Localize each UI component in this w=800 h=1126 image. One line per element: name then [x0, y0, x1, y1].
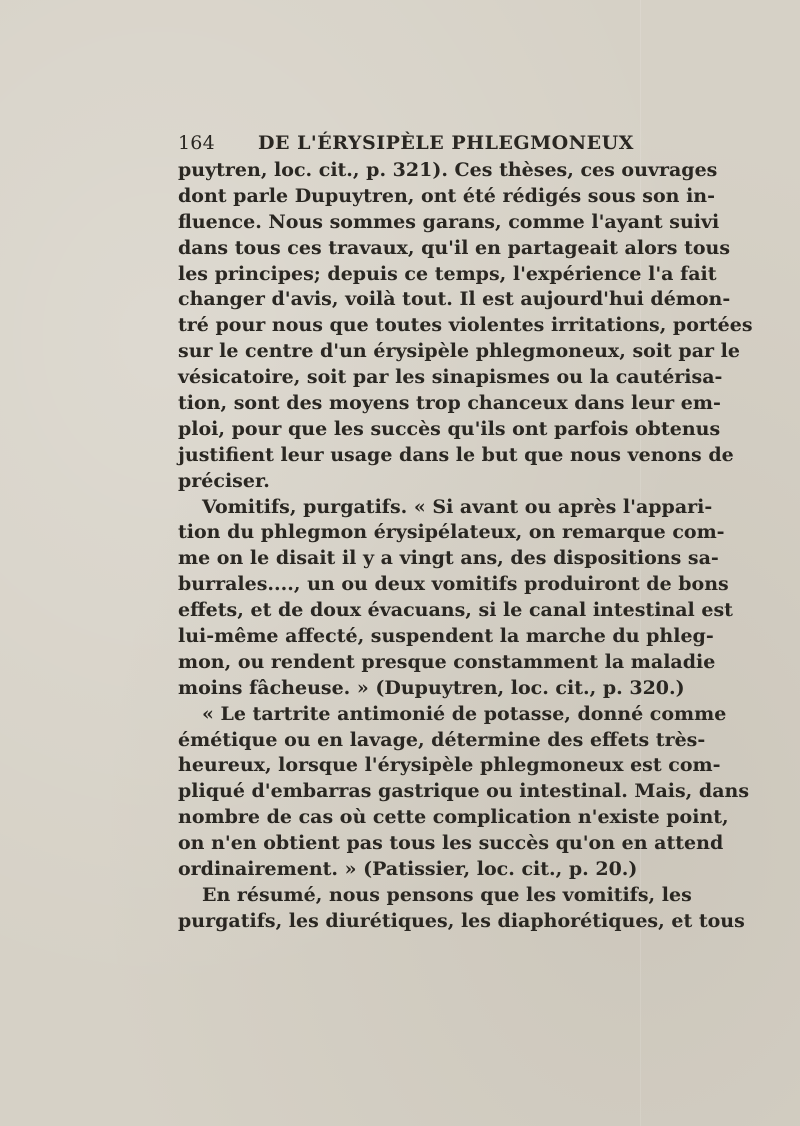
text-line: burrales...., un ou deux vomitifs produiront de bons: [178, 573, 729, 596]
text-line: on n'en obtient pas tous les succès qu'on en attend: [178, 832, 724, 855]
text-line: puytren, loc. cit., p. 321). Ces thèses, ces ouvrages: [178, 159, 718, 181]
page-header: [178, 130, 658, 156]
text-line: fluence. Nous sommes garans, comme l'ayant suivi: [178, 210, 720, 233]
page-number: 164: [178, 132, 215, 154]
text-line: préciser.: [178, 469, 270, 492]
text-line: ordinairement. » (Patissier, loc. cit., p. 20.): [178, 858, 638, 881]
text-line: « Le tartrite antimonié de potasse, donné comme: [202, 702, 727, 725]
text-line: tion du phlegmon érysipélateux, on remarque com-: [178, 521, 725, 544]
body-text: [178, 158, 753, 935]
text-line: pliqué d'embarras gastrique ou intestinal. Mais, dans: [178, 780, 750, 803]
text-line: lui-même affecté, suspendent la marche du phleg-: [178, 625, 714, 648]
running-title: DE L'ÉRYSIPÈLE PHLEGMONEUX: [258, 132, 634, 154]
text-line: effets, et de doux évacuans, si le canal intestinal est: [178, 599, 733, 622]
text-line: nombre de cas où cette complication n'existe point,: [178, 806, 729, 829]
text-line: tré pour nous que toutes violentes irritations, portées: [178, 314, 753, 337]
text-line: mon, ou rendent presque constamment la maladie: [178, 650, 716, 673]
text-line: justifient leur usage dans le but que nous venons de: [178, 443, 734, 466]
text-line: dont parle Dupuytren, ont été rédigés sous son in-: [178, 184, 715, 207]
text-line: émétique ou en lavage, détermine des effets très-: [178, 728, 706, 751]
text-line: heureux, lorsque l'érysipèle phlegmoneux est com-: [178, 754, 721, 777]
text-line: les principes; depuis ce temps, l'expérience l'a fait: [178, 262, 717, 285]
text-line: ploi, pour que les succès qu'ils ont parfois obtenus: [178, 417, 721, 440]
text-line: En résumé, nous pensons que les vomitifs, les: [202, 883, 692, 906]
text-line: moins fâcheuse. » (Dupuytren, loc. cit., p. 320.): [178, 676, 685, 699]
text-line: sur le centre d'un érysipèle phlegmoneux, soit par le: [178, 340, 740, 363]
text-line: me on le disait il y a vingt ans, des dispositions sa-: [178, 547, 719, 570]
text-line: changer d'avis, voilà tout. Il est aujourd'hui démon-: [178, 288, 731, 311]
text-line: dans tous ces travaux, qu'il en partageait alors tous: [178, 236, 731, 259]
text-line: Vomitifs, purgatifs. « Si avant ou après l'appari-: [202, 495, 713, 518]
text-line: purgatifs, les diurétiques, les diaphorétiques, et tous: [178, 909, 745, 932]
text-line: tion, sont des moyens trop chanceux dans leur em-: [178, 392, 721, 415]
text-line: vésicatoire, soit par les sinapismes ou la cautérisa-: [178, 366, 723, 389]
